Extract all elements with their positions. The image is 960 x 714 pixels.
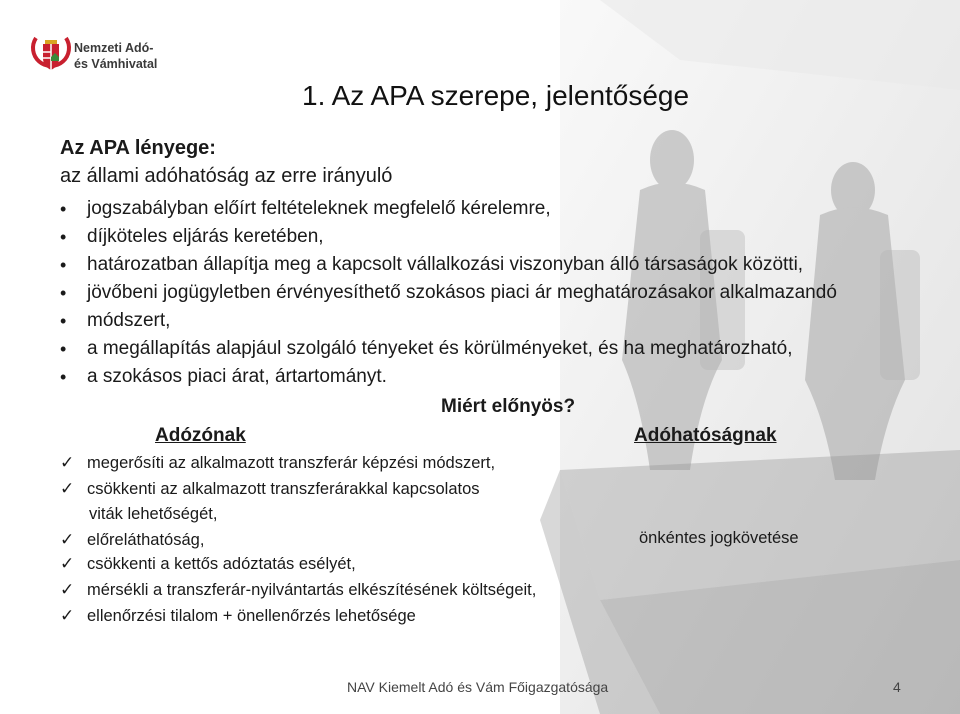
- bullet-icon: •: [60, 367, 67, 387]
- nav-logo: [30, 30, 200, 86]
- checkmark-icon: ✓: [60, 479, 75, 498]
- authority-benefit: önkéntes jogkövetése: [639, 529, 799, 547]
- bullet-icon: •: [60, 339, 67, 359]
- checkmark-icon: ✓: [60, 530, 75, 549]
- checkmark-icon: ✓: [60, 580, 75, 599]
- section-intro: az állami adóhatóság az erre irányuló: [60, 165, 393, 187]
- coat-of-arms-icon: [30, 30, 72, 80]
- checkmark-icon: ✓: [60, 606, 75, 625]
- section-heading: Az APA lényege:: [60, 137, 216, 159]
- checklist-continuation: viták lehetőségét,: [89, 505, 218, 523]
- bullet-icon: •: [60, 227, 67, 247]
- logo-line-2: és Vámhivatal: [74, 57, 158, 71]
- bullet-icon: •: [60, 311, 67, 331]
- footer-text: NAV Kiemelt Adó és Vám Főigazgatósága: [347, 679, 609, 695]
- bullet-icon: •: [60, 255, 67, 275]
- logo-line-1: Nemzeti Adó-: [74, 41, 154, 55]
- page-number: 4: [893, 679, 901, 695]
- column-heading-taxpayer: Adózónak: [155, 425, 246, 446]
- slide: Nemzeti Adó- és Vámhivatal 1. Az APA szerepe, jelentősége Az APA lényege: az állami adóhatóság az erre irányuló • jogszabályban előírt feltételeknek megfelelő kérelemre, • díjköteles eljárás keretében, • határozatban állapítja meg a kapcsolt vállalkozási viszonyban álló társaságok közötti, • jövőbeni jogügyletben érvényesíthető szokásos piaci ár meghatározásakor alkalmazandó • módszert, • a megállapítás alapjául szolgáló tényeket és körülményeket, és ha meghatározható, • a szokásos piaci árat, ártartományt. Miért előnyös? Adózónak Adóhatóságnak ✓ megerősíti az alkalmazott transzferár képzési módszert, ✓ csökkenti az alkalmazott transzferárakkal kapcsolatos viták lehetőségét, ✓ előreláthatóság, önkéntes jogkövetése ✓ csökkenti a kettős adóztatás esélyét, ✓ mérsékli a transzferár-nyilvántartás elkészítésének költségeit, ✓ ellenőrzési tilalom + önellenőrzés lehetősége NAV Kiemelt Adó és Vám Főigazgatósága 4: [0, 0, 960, 714]
- checkmark-icon: ✓: [60, 453, 75, 472]
- slide-title: 1. Az APA szerepe, jelentősége: [302, 80, 690, 111]
- why-heading: Miért előnyös?: [441, 396, 576, 417]
- checkmark-icon: ✓: [60, 554, 75, 573]
- column-heading-authority: Adóhatóságnak: [634, 425, 777, 446]
- bullet-icon: •: [60, 199, 67, 219]
- bullet-icon: •: [60, 283, 67, 303]
